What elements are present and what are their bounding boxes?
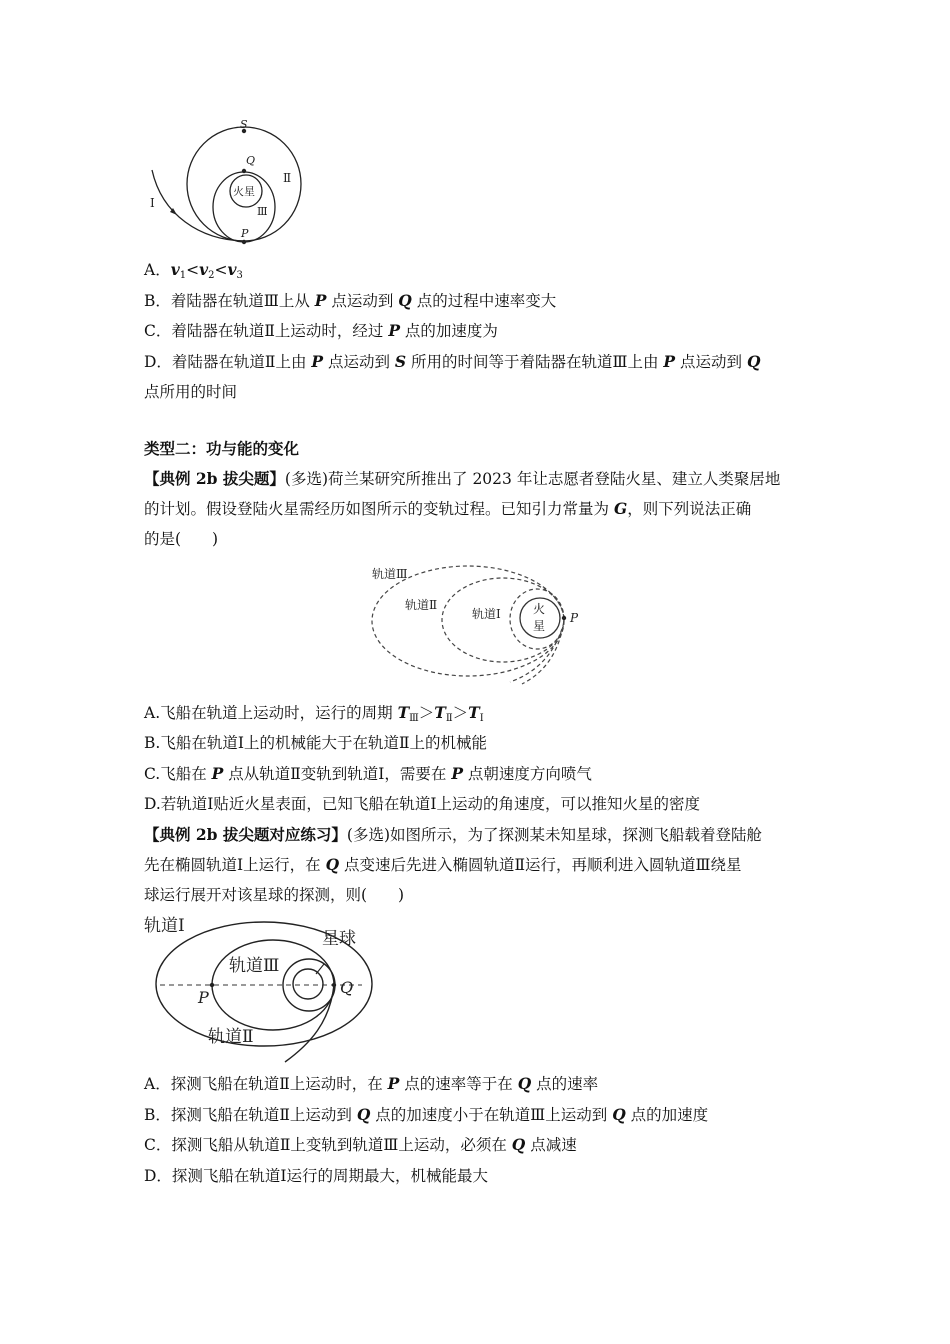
- var-t: T: [434, 703, 446, 722]
- practice-tag: 【典例 2b 拔尖题对应练习】: [144, 825, 347, 844]
- label-s: S: [240, 118, 248, 131]
- text: A．探测飞船在轨道Ⅱ上运动时，在: [144, 1075, 388, 1093]
- option-label: A．: [144, 261, 171, 279]
- symbol: <: [186, 261, 200, 279]
- label-mars: 火星: [233, 185, 255, 198]
- var-p: P: [663, 352, 676, 371]
- var-g: G: [613, 499, 628, 518]
- example-line-2: [144, 498, 824, 520]
- text: 所用的时间等于着陆器在轨道Ⅲ上由: [406, 353, 664, 371]
- symbol: ＞: [418, 704, 435, 722]
- text: 的计划。假设登陆火星需经历如图所示的变轨过程。已知引力常量为: [144, 500, 614, 518]
- text: 点运动到: [675, 353, 747, 371]
- var-q: Q: [746, 352, 761, 371]
- label-orbit-1: 轨道Ⅰ: [472, 607, 501, 621]
- label-orbit-3: 轨道Ⅲ: [372, 567, 408, 581]
- subscript: 1: [179, 270, 187, 281]
- var-p: P: [388, 321, 400, 340]
- var-p: P: [387, 1074, 400, 1093]
- text: (多选)荷兰某研究所推出了 2023 年让志愿者登陆火星、建立人类聚居地: [284, 470, 781, 488]
- subscript: Ⅲ: [409, 713, 419, 724]
- text: C．着陆器在轨道Ⅱ上运动时，经过: [144, 322, 389, 340]
- var-q: Q: [517, 1074, 532, 1093]
- text: 点从轨道Ⅱ变轨到轨道Ⅰ，需要在: [223, 765, 452, 783]
- text: 点变速后先进入椭圆轨道Ⅱ运行，再顺利进入圆轨道Ⅲ绕星: [339, 856, 742, 874]
- option-c[interactable]: [144, 1134, 824, 1156]
- example-line-1: [144, 468, 824, 490]
- text: 点的加速度小于在轨道Ⅲ上运动到: [370, 1106, 613, 1124]
- text: 点的加速度: [625, 1106, 709, 1124]
- label-mars-2: 星: [533, 619, 546, 633]
- option-a[interactable]: [144, 259, 824, 287]
- text: ，则下列说法正确: [627, 500, 752, 518]
- var-q: Q: [612, 1105, 626, 1124]
- label-p: P: [570, 611, 579, 625]
- subscript: Ⅱ: [445, 713, 453, 724]
- text: B．探测飞船在轨道Ⅱ上运动到: [144, 1106, 357, 1124]
- var-q: Q: [356, 1105, 371, 1124]
- symbol: ＞: [452, 704, 469, 722]
- text: 点的加速度为: [399, 322, 498, 340]
- option-d[interactable]: [144, 351, 824, 373]
- label-mars-1: 火: [533, 602, 546, 616]
- option-c[interactable]: [144, 320, 824, 342]
- option-b[interactable]: [144, 290, 824, 312]
- label-orbit-2: Ⅱ: [283, 171, 292, 185]
- var-v: v: [170, 260, 180, 279]
- label-orbit-3: 轨道Ⅲ: [229, 956, 280, 976]
- var-p: P: [211, 764, 224, 783]
- text: C.飞船在: [144, 765, 212, 783]
- var-q: Q: [511, 1135, 526, 1154]
- var-v: v: [199, 260, 209, 279]
- text: D．着陆器在轨道Ⅱ上由: [144, 353, 312, 371]
- var-p: P: [451, 764, 463, 783]
- label-q: Q: [340, 978, 354, 997]
- label-p: P: [198, 988, 209, 1007]
- example-line-3: 的是( ): [144, 530, 219, 548]
- practice-line-2: [144, 854, 824, 876]
- var-v: v: [227, 260, 237, 279]
- option-c[interactable]: [144, 763, 824, 785]
- var-s: S: [394, 352, 407, 371]
- section-heading: 类型二：功与能的变化: [144, 439, 300, 458]
- label-orbit-1: Ⅰ: [150, 196, 155, 210]
- label-planet: 星球: [322, 929, 356, 949]
- text: A.飞船在轨道上运动时，运行的周期: [144, 704, 398, 722]
- option-b[interactable]: [144, 1104, 824, 1126]
- text: 点减速: [525, 1136, 577, 1154]
- text: 点运动到: [326, 292, 399, 310]
- var-p: P: [314, 291, 327, 310]
- option-a[interactable]: [144, 702, 824, 730]
- practice-line-1: [144, 824, 824, 846]
- text: 点的过程中速率变大: [411, 292, 557, 310]
- text: B．着陆器在轨道Ⅲ上从: [144, 292, 315, 310]
- text: (多选)如图所示，为了探测某未知星球，探测飞船载着登陆舱: [346, 826, 763, 844]
- label-orbit-2: 轨道Ⅱ: [208, 1027, 254, 1047]
- option-b[interactable]: B.飞船在轨道Ⅰ上的机械能大于在轨道Ⅱ上的机械能: [144, 734, 487, 752]
- label-orbit-3: Ⅲ: [257, 205, 268, 218]
- example-tag: 【典例 2b 拔尖题】: [144, 469, 285, 488]
- text: 点朝速度方向喷气: [463, 765, 592, 783]
- option-a[interactable]: [144, 1073, 824, 1095]
- subscript: 3: [236, 270, 243, 281]
- option-d[interactable]: D.若轨道Ⅰ贴近火星表面，已知飞船在轨道Ⅰ上运动的角速度，可以推知火星的密度: [144, 795, 701, 813]
- orbit-figure-2: [370, 560, 590, 690]
- var-q: Q: [398, 291, 412, 310]
- practice-line-3: 球运行展开对该星球的探测，则( ): [144, 886, 405, 904]
- orbit-figure-3: [140, 912, 380, 1067]
- label-p: P: [241, 227, 249, 240]
- var-q: Q: [325, 855, 340, 874]
- text: 点的速率: [531, 1075, 599, 1093]
- text: C．探测飞船从轨道Ⅱ上变轨到轨道Ⅲ上运动，必须在: [144, 1136, 512, 1154]
- label-q: Q: [246, 154, 256, 167]
- text: 先在椭圆轨道Ⅰ上运行，在: [144, 856, 326, 874]
- orbit-figure-1: [140, 115, 320, 250]
- var-t: T: [468, 703, 480, 722]
- label-orbit-1: 轨道Ⅰ: [144, 916, 185, 936]
- var-p: P: [311, 352, 324, 371]
- label-orbit-2: 轨道Ⅱ: [405, 598, 438, 612]
- symbol: <: [214, 261, 228, 279]
- subscript: Ⅰ: [479, 713, 484, 724]
- option-d-continued: 点所用的时间: [144, 383, 238, 401]
- option-d[interactable]: D．探测飞船在轨道Ⅰ运行的周期最大，机械能最大: [144, 1167, 489, 1185]
- var-t: T: [397, 703, 410, 722]
- subscript: 2: [208, 270, 215, 281]
- text: 点的速率等于在: [399, 1075, 518, 1093]
- text: 点运动到: [323, 353, 395, 371]
